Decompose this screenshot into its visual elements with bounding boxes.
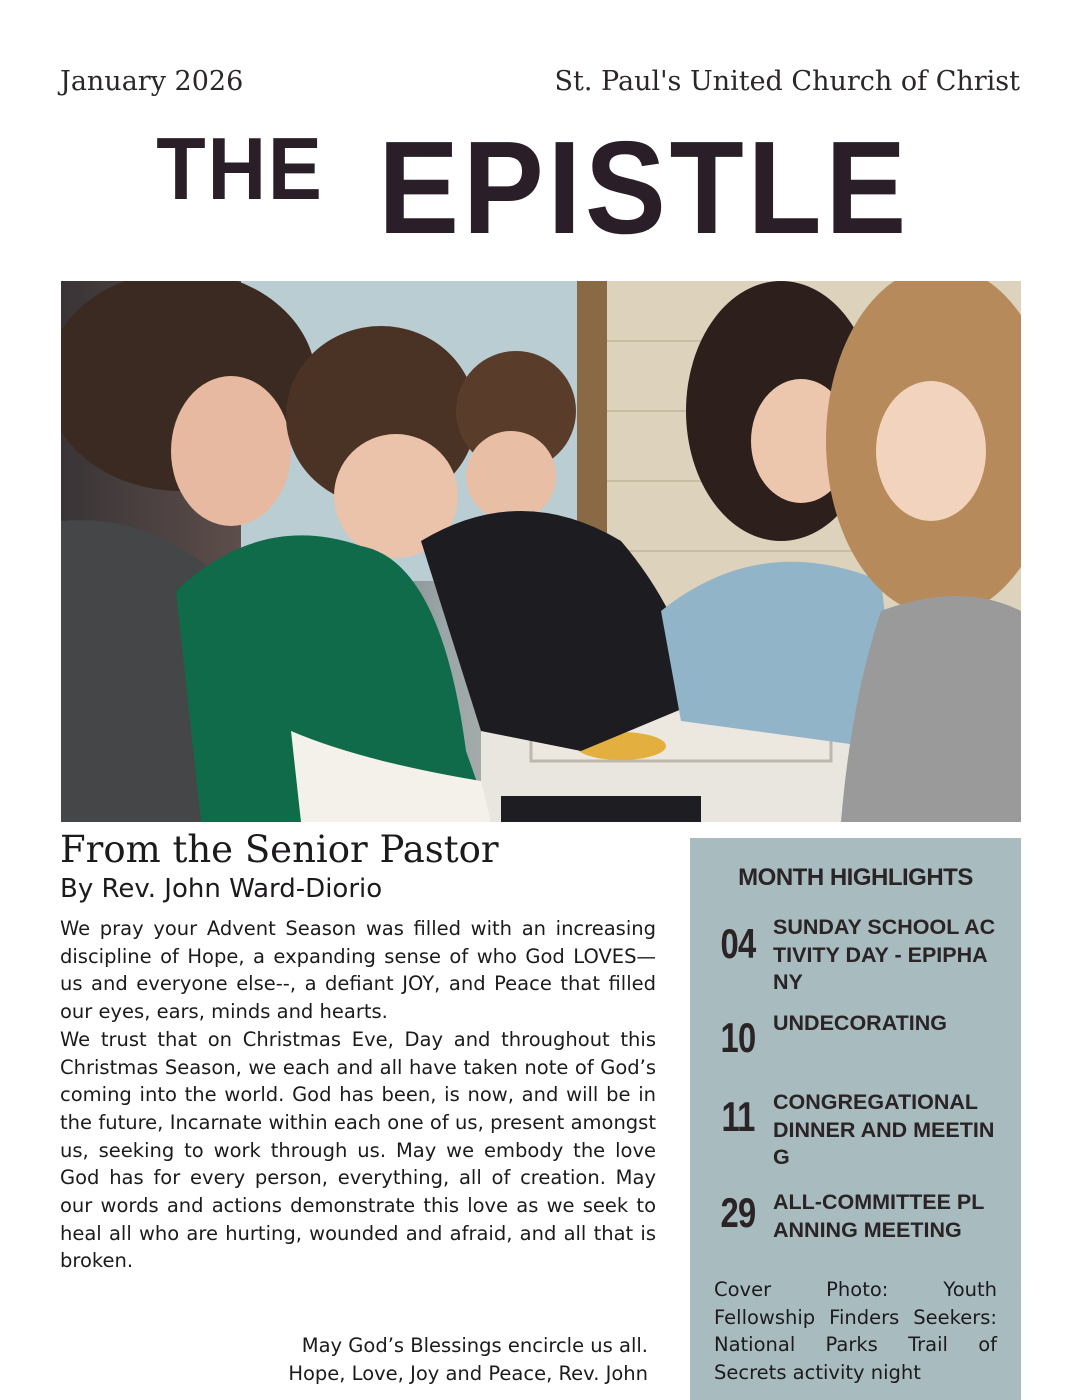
highlights-title: MONTH HIGHLIGHTS (738, 864, 973, 891)
highlight-text: SUNDAY SCHOOL ACTIVITY DAY - EPIPHANY (773, 915, 996, 994)
highlight-text: CONGREGATIONAL DINNER AND MEETING (773, 1090, 995, 1169)
header-church-name: St. Paul's United Church of Christ (554, 66, 1020, 97)
article-paragraph: We pray your Advent Season was filled with an increasing discipline of Hope, a expanding sense of who God LOVES—us and everyone else--, a defiant JOY, and Peace that filled our eyes, ears, minds and hearts. (60, 917, 656, 1024)
masthead-title: EPISTLE (378, 114, 910, 261)
photo-girl-2-face (876, 381, 986, 521)
highlight-day: 29 (720, 1189, 756, 1236)
highlight-day: 11 (721, 1093, 755, 1140)
highlight-text: ALL-COMMITTEE PLANNING MEETING (773, 1190, 985, 1242)
article-paragraph: We trust that on Christmas Eve, Day and throughout this Christmas Season, we each and all have taken note of God’s coming into the world. God has been, is now, and will be in the future, Incarnate within each one of us, present amongst us, seeking to work through us. May we embody the love God has for every person, everything, all of creation. May our words and actions demonstrate this love as we seek to heal all who are hurting, wounded and afraid, and all that is broken. (60, 1027, 656, 1273)
article-title: From the Senior Pastor (60, 828, 499, 871)
highlight-day: 10 (720, 1014, 756, 1061)
highlight-text: UNDECORATING (773, 1011, 947, 1035)
article-sign-off (60, 1332, 648, 1387)
photo-black-board (501, 796, 701, 822)
cover-photo-caption: Cover Photo: Youth Fellowship Finders Seekers: National Parks Trail of Secrets activity night (714, 1278, 997, 1384)
photo-boy-3-face (466, 431, 556, 521)
month-highlights-panel (690, 838, 1021, 1400)
masthead-the: THE (156, 119, 324, 218)
sign-off-signature: Hope, Love, Joy and Peace, Rev. John (288, 1361, 648, 1385)
cover-photo (61, 281, 1021, 822)
header-date: January 2026 (60, 66, 244, 97)
article-byline: By Rev. John Ward-Diorio (60, 874, 383, 904)
masthead (0, 112, 1082, 262)
sign-off-blessing: May God’s Blessings encircle us all. (301, 1334, 648, 1357)
highlight-day: 04 (720, 920, 756, 967)
photo-boy-1-face (171, 376, 291, 526)
article-body (60, 915, 656, 1275)
